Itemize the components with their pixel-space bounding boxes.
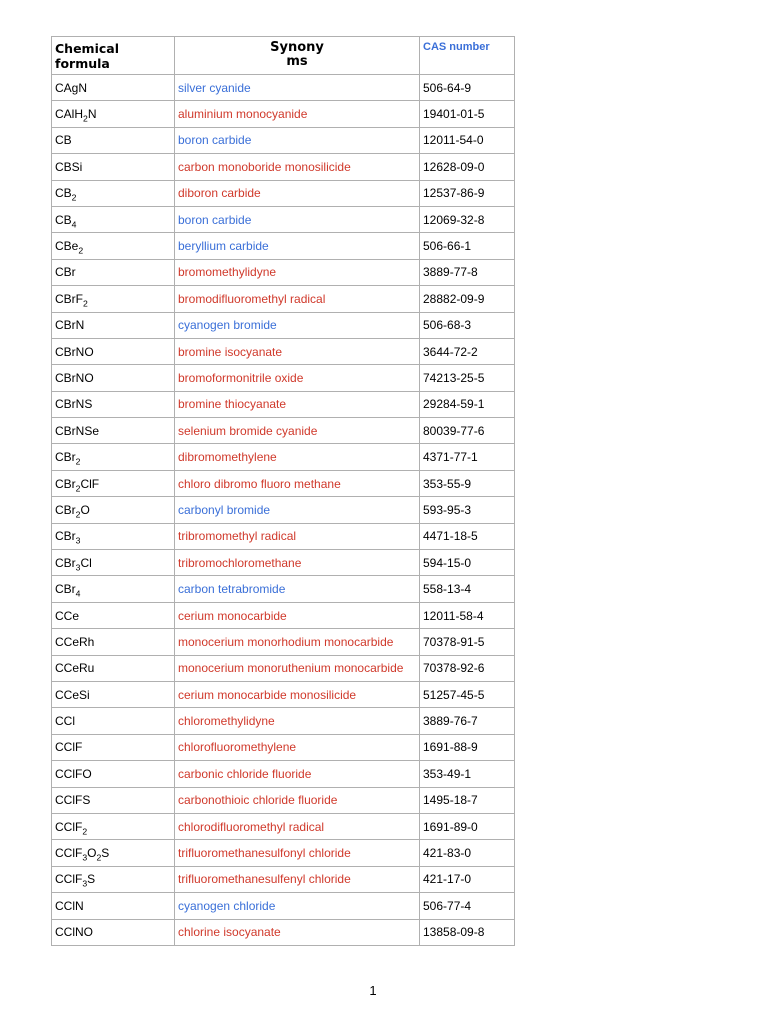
table-row [52, 418, 515, 444]
table-row [52, 470, 515, 496]
synonym-cell: chloromethylidyne [175, 708, 420, 734]
synonym-cell: boron carbide [175, 206, 420, 232]
synonym-cell: aluminium monocyanide [175, 101, 420, 127]
synonym-cell: carbonic chloride fluoride [175, 761, 420, 787]
cas-cell: 12628-09-0 [420, 154, 515, 180]
cas-cell: 12011-58-4 [420, 602, 515, 628]
cas-cell: 80039-77-6 [420, 418, 515, 444]
cas-cell: 3889-76-7 [420, 708, 515, 734]
table-row [52, 893, 515, 919]
page-number: 1 [369, 983, 377, 998]
synonym-cell: diboron carbide [175, 180, 420, 206]
synonym-cell: monocerium monorhodium monocarbide [175, 629, 420, 655]
formula-cell: CBr [52, 259, 175, 285]
table-row [52, 576, 515, 602]
table-row [52, 523, 515, 549]
cas-cell: 1495-18-7 [420, 787, 515, 813]
synonym-cell: carbon tetrabromide [175, 576, 420, 602]
table-row [52, 312, 515, 338]
formula-cell: CBSi [52, 154, 175, 180]
formula-cell: $CClF_3O_2S$ [52, 840, 175, 866]
table-row [52, 127, 515, 153]
synonym-cell: cyanogen bromide [175, 312, 420, 338]
cas-cell: 558-13-4 [420, 576, 515, 602]
synonym-cell: carbon monoboride monosilicide [175, 154, 420, 180]
formula-cell: CCe [52, 602, 175, 628]
formula-cell: CBe$_2$ [52, 233, 175, 259]
cas-cell: 1691-89-0 [420, 813, 515, 839]
cas-cell: 70378-92-6 [420, 655, 515, 681]
synonym-cell: tribromomethyl radical [175, 523, 420, 549]
synonym-cell: dibromomethylene [175, 444, 420, 470]
cas-cell: 506-68-3 [420, 312, 515, 338]
cas-cell: 353-55-9 [420, 470, 515, 496]
table-row [52, 154, 515, 180]
formula-cell: CCeSi [52, 681, 175, 707]
formula-cell: CBrNO [52, 338, 175, 364]
synonym-cell: carbonothioic chloride fluoride [175, 787, 420, 813]
table-row [52, 180, 515, 206]
formula-cell: CBr$_3$Cl [52, 550, 175, 576]
formula-cell: CCeRu [52, 655, 175, 681]
formula-cell: CBrF$_2$ [52, 286, 175, 312]
cas-cell: 421-17-0 [420, 866, 515, 892]
formula-cell: CClN [52, 893, 175, 919]
table-row [52, 286, 515, 312]
table-row [52, 444, 515, 470]
cas-cell: 594-15-0 [420, 550, 515, 576]
formula-cell: CBrNS [52, 391, 175, 417]
table-row [52, 75, 515, 101]
formula-cell: $CB_4$ [52, 206, 175, 232]
formula-cell: CClFS [52, 787, 175, 813]
synonym-cell: trifluoromethanesulfonyl chloride [175, 840, 420, 866]
cas-cell: 70378-91-5 [420, 629, 515, 655]
table-row [52, 708, 515, 734]
formula-cell: CBrNSe [52, 418, 175, 444]
table-row [52, 259, 515, 285]
table-row [52, 840, 515, 866]
cas-cell: 74213-25-5 [420, 365, 515, 391]
formula-cell: CClF [52, 734, 175, 760]
header-synonyms [175, 37, 420, 75]
formula-cell: CBr$_3$ [52, 523, 175, 549]
cas-cell: 28882-09-9 [420, 286, 515, 312]
table-row [52, 681, 515, 707]
cas-cell: 506-77-4 [420, 893, 515, 919]
synonym-cell: bromomethylidyne [175, 259, 420, 285]
cas-cell: 12537-86-9 [420, 180, 515, 206]
synonym-cell: chlorofluoromethylene [175, 734, 420, 760]
table-row [52, 365, 515, 391]
chemical-table [51, 36, 515, 946]
formula-cell: CBr$_2$O [52, 497, 175, 523]
formula-cell: CBrN [52, 312, 175, 338]
synonym-cell: monocerium monoruthenium monocarbide [175, 655, 420, 681]
formula-cell: CAlH$_2$N [52, 101, 175, 127]
cas-cell: 506-64-9 [420, 75, 515, 101]
table-row [52, 550, 515, 576]
synonym-cell: trifluoromethanesulfenyl chloride [175, 866, 420, 892]
formula-cell: CClNO [52, 919, 175, 945]
formula-cell: CClF$_2$ [52, 813, 175, 839]
cas-cell: 3889-77-8 [420, 259, 515, 285]
formula-cell: CClF$_3$S [52, 866, 175, 892]
formula-cell: CCl [52, 708, 175, 734]
synonym-cell: selenium bromide cyanide [175, 418, 420, 444]
formula-cell: CAgN [52, 75, 175, 101]
synonym-cell: beryllium carbide [175, 233, 420, 259]
cas-cell: 12069-32-8 [420, 206, 515, 232]
table-row [52, 602, 515, 628]
cas-cell: 1691-88-9 [420, 734, 515, 760]
table-body [52, 75, 515, 946]
header-synonyms-line2: ms [286, 54, 308, 69]
synonym-cell: bromine thiocyanate [175, 391, 420, 417]
table-row [52, 813, 515, 839]
cas-cell: 4471-18-5 [420, 523, 515, 549]
formula-cell: CBr$_4$ [52, 576, 175, 602]
cas-cell: 4371-77-1 [420, 444, 515, 470]
cas-cell: 353-49-1 [420, 761, 515, 787]
formula-cell: CCeRh [52, 629, 175, 655]
synonym-cell: chlorine isocyanate [175, 919, 420, 945]
formula-cell: CClFO [52, 761, 175, 787]
synonym-cell: bromoformonitrile oxide [175, 365, 420, 391]
synonym-cell: silver cyanide [175, 75, 420, 101]
cas-cell: 593-95-3 [420, 497, 515, 523]
table-row [52, 206, 515, 232]
synonym-cell: cerium monocarbide [175, 602, 420, 628]
formula-cell: CBrNO [52, 365, 175, 391]
formula-cell: CBr$_2$ [52, 444, 175, 470]
synonym-cell: chloro dibromo fluoro methane [175, 470, 420, 496]
formula-cell: $CB_2$ [52, 180, 175, 206]
cas-cell: 19401-01-5 [420, 101, 515, 127]
table-row [52, 866, 515, 892]
table-row [52, 101, 515, 127]
cas-cell: 3644-72-2 [420, 338, 515, 364]
cas-cell: 13858-09-8 [420, 919, 515, 945]
synonym-cell: boron carbide [175, 127, 420, 153]
table-row [52, 655, 515, 681]
header-chemical-formula: Chemical formula [52, 37, 175, 75]
formula-cell: CB [52, 127, 175, 153]
cas-cell: 29284-59-1 [420, 391, 515, 417]
synonym-cell: bromodifluoromethyl radical [175, 286, 420, 312]
table-row [52, 338, 515, 364]
synonym-cell: chlorodifluoromethyl radical [175, 813, 420, 839]
synonym-cell: cyanogen chloride [175, 893, 420, 919]
table-header-row [52, 37, 515, 75]
synonym-cell: tribromochloromethane [175, 550, 420, 576]
synonym-cell: bromine isocyanate [175, 338, 420, 364]
table-row [52, 734, 515, 760]
table-row [52, 787, 515, 813]
cas-cell: 51257-45-5 [420, 681, 515, 707]
synonym-cell: carbonyl bromide [175, 497, 420, 523]
formula-cell: CBr$_2$ClF [52, 470, 175, 496]
cas-cell: 12011-54-0 [420, 127, 515, 153]
header-synonyms-line1: Synony [270, 40, 324, 55]
table-row [52, 233, 515, 259]
table-row [52, 497, 515, 523]
table-row [52, 391, 515, 417]
header-cas-number: CAS number [420, 37, 515, 75]
synonym-cell: cerium monocarbide monosilicide [175, 681, 420, 707]
table-row [52, 629, 515, 655]
cas-cell: 506-66-1 [420, 233, 515, 259]
cas-cell: 421-83-0 [420, 840, 515, 866]
table-row [52, 919, 515, 945]
table-row [52, 761, 515, 787]
